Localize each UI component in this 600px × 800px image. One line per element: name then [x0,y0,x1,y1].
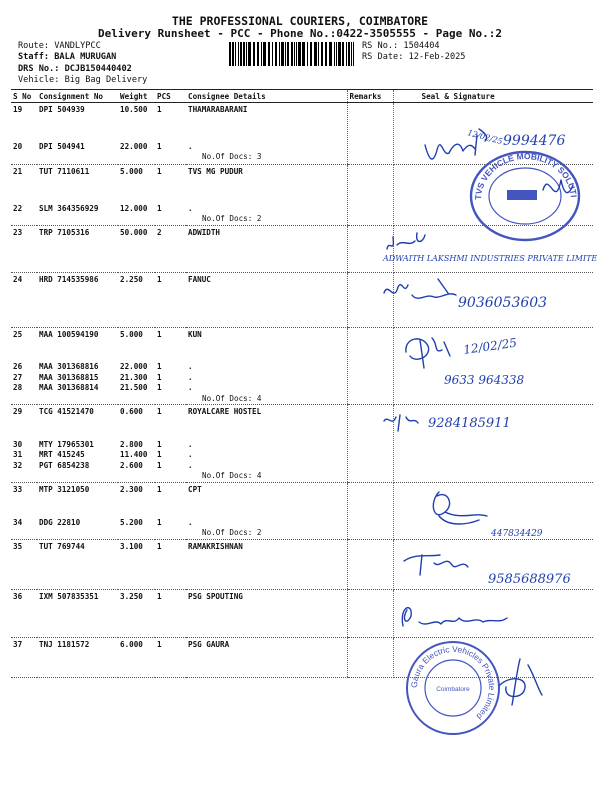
svg-text:Gaura Electric Vehicles Privat [409,644,497,722]
pieces: 1 [157,105,162,114]
weight: 22.000 [120,362,148,371]
pieces: 1 [157,167,162,176]
consignment-number-cell [37,165,118,226]
consignee-details: . [188,372,193,382]
consignee-details: . [188,439,193,449]
row-spacer [188,116,345,142]
row-spacer [188,178,345,204]
row-spacer [39,116,116,142]
pieces: 1 [157,203,162,213]
vehicle-label: Vehicle: Big Bag Delivery [18,75,148,85]
weight-cell [118,165,155,226]
row-spacer [120,496,153,518]
barcode-bar [272,42,273,66]
consignee-details: ROYALCARE HOSTEL [188,407,262,416]
weight: 2.250 [120,274,143,284]
pieces: 1 [157,362,162,371]
consignment-number: MAA 301368814 [39,383,99,392]
pieces-cell [155,539,186,589]
consignment-number-cell [37,483,118,540]
consignment-number: MAA 301368815 [39,372,99,382]
pieces: 1 [157,372,162,382]
rs-number: RS No.: 1504404 [362,41,440,51]
weight-cell [118,483,155,540]
serial-number: 33 [13,485,23,494]
docs-count: No.Of Docs: 2 [202,528,262,537]
serial-number: 30 [13,439,23,449]
consignment-number-cell [37,103,118,165]
serial-number: 24 [13,274,23,284]
date-handwriting-1: 12/02/25 [466,128,504,147]
serial-number-cell [11,272,37,327]
fanuc-phone-handwriting: 9036053603 [458,295,548,311]
weight: 2.800 [120,439,143,449]
barcode-bar [307,42,308,66]
pieces: 2 [157,227,162,237]
col-consignee: Consignee Details [186,90,347,103]
barcode-bar [229,42,231,66]
barcode-bar [248,42,251,66]
weight-cell [118,103,155,165]
barcode-bar [291,42,293,66]
weight: 22.000 [120,141,148,151]
barcode-bar [351,42,352,66]
col-pcs: PCS [155,90,186,103]
signature-adwidth [375,225,598,265]
col-consignment: Consignment No [37,90,118,103]
serial-number: 32 [13,460,23,470]
consignment-number-cell [37,272,118,327]
consignment-number: TRP 7105316 [39,227,90,237]
staff-label: Staff: BALA MURUGAN [18,52,117,62]
barcode-bar [321,42,323,66]
barcode-bar [281,42,284,66]
route-label: Route: VANDLYPCC [18,41,101,51]
docs-count: No.Of Docs: 3 [202,152,262,161]
consignment-number: DDG 22810 [39,517,81,527]
consignee-details: KUN [188,329,202,339]
weight: 6.000 [120,639,143,649]
weight-cell [118,405,155,483]
barcode-bar [334,42,335,66]
gaura-stamp [403,636,503,736]
serial-number-cell [11,165,37,226]
kun-date-handwriting: 12/02/25 [462,335,518,357]
pieces-cell [155,103,186,165]
consignment-number-cell [37,637,118,677]
weight: 10.500 [120,105,148,114]
serial-number-cell [11,103,37,165]
barcode-bar [338,42,341,66]
consignee-details-cell [186,483,347,540]
pieces: 1 [157,407,162,416]
serial-number: 23 [13,227,23,237]
consignee-details: ADWIDTH [188,227,221,237]
serial-number-cell [11,405,37,483]
remarks-cell [347,637,393,677]
weight-cell [118,539,155,589]
barcode-bar [253,42,255,66]
weight: 11.400 [120,450,148,459]
consignee-details-cell [186,539,347,589]
table-header-row [11,90,593,103]
weight-cell [118,589,155,637]
consignee-details: . [188,141,193,151]
serial-number-cell [11,637,37,677]
serial-number-cell [11,539,37,589]
consignment-number: MAA 100594190 [39,329,99,339]
remarks-cell [347,483,393,540]
barcode [229,42,357,66]
consignee-details: FANUC [188,274,211,284]
weight: 2.600 [120,460,143,470]
pieces-cell [155,405,186,483]
weight: 12.000 [120,203,148,213]
serial-number-cell [11,225,37,272]
consignment-number-cell [37,589,118,637]
weight: 3.100 [120,541,143,551]
cpt-phone-handwriting: 447834429 [491,529,543,539]
serial-number: 21 [13,167,23,176]
consignee-details: THAMARABARANI [188,105,248,114]
barcode-bar [318,42,319,66]
signature-kun [398,320,588,395]
barcode-bar [287,42,289,66]
serial-number: 25 [13,329,23,339]
col-remarks: Remarks [347,90,393,103]
row-spacer [188,340,345,362]
serial-number: 29 [13,407,23,416]
barcode-bar [310,42,312,66]
signature-fanuc [378,273,583,318]
row-spacer [120,340,153,362]
barcode-bar [298,42,301,66]
adwidth-company-handwriting: ADWAITH LAKSHMI INDUSTRIES PRIVATE LIMITE [383,254,598,263]
row-spacer [120,418,153,440]
pieces-cell [155,589,186,637]
consignment-number-cell [37,327,118,405]
row-spacer [157,340,184,362]
consignee-details-cell [186,327,347,405]
consignment-number: MAA 301368816 [39,362,99,371]
barcode-bar [285,42,286,66]
barcode-bar [329,42,332,66]
weight: 21.300 [120,372,148,382]
barcode-bar [243,42,245,66]
consignment-number: SLM 364356929 [39,203,99,213]
weight: 0.600 [120,407,143,416]
runsheet-subtitle: Delivery Runsheet - PCC - Phone No.:0422-3505555 - Page No.:2 [98,27,502,40]
svg-text:TVS VEHICLE MOBILITY SOLUTIONS [460,132,579,200]
barcode-bar [348,42,350,66]
signature-ramakrishnan [400,545,600,590]
consignment-number: TUT 7110611 [39,167,90,176]
consignment-number-cell [37,225,118,272]
signature-royalcare [378,405,588,440]
barcode-bar [257,42,259,66]
royalcare-phone-handwriting: 9284185911 [428,416,511,431]
row-spacer [39,340,116,362]
row-spacer [13,116,35,142]
serial-number: 35 [13,541,23,551]
consignment-number-cell [37,539,118,589]
weight-cell [118,637,155,677]
row-spacer [120,178,153,204]
signature-psg-spouting [395,596,545,636]
serial-number: 31 [13,450,23,459]
docs-count: No.Of Docs: 4 [202,393,262,403]
serial-number: 22 [13,203,23,213]
gaura-stamp-text: Gaura Electric Vehicles Private Limited [408,643,498,722]
row-spacer [157,496,184,518]
barcode-bar [240,42,242,66]
barcode-bar [268,42,270,66]
consignee-details-cell [186,165,347,226]
weight: 5.000 [120,167,143,176]
tvs-stamp-text: TVS VEHICLE MOBILITY SOLUTIONS PVT LTD. [459,132,579,201]
consignee-details: CPT [188,485,202,494]
row-spacer [13,178,35,204]
consignee-details: . [188,383,193,392]
consignee-details: PSG GAURA [188,639,230,649]
consignment-number: TCG 41521470 [39,407,94,416]
docs-count: No.Of Docs: 2 [202,214,262,223]
weight: 50.000 [120,227,148,237]
pieces-cell [155,165,186,226]
consignee-details: PSG SPOUTING [188,591,243,601]
consignee-details-cell [186,589,347,637]
consignment-number: TUT 769744 [39,541,85,551]
serial-number: 37 [13,639,23,649]
barcode-bar [246,42,247,66]
col-weight: Weight [118,90,155,103]
row-spacer [157,116,184,142]
consignee-details: . [188,362,193,371]
consignment-number: MRT 415245 [39,450,85,459]
pieces: 1 [157,485,162,494]
weight-cell [118,327,155,405]
signature-psg-gaura [490,655,550,710]
row-spacer [188,418,345,440]
remarks-cell [347,103,393,165]
consignment-number-cell [37,405,118,483]
drs-number: DRS No.: DCJB150440402 [18,64,132,74]
pieces-cell [155,637,186,677]
barcode-bar [279,42,280,66]
pieces: 1 [157,329,162,339]
consignment-number: DPI 504939 [39,105,85,114]
rs-date: RS Date: 12-Feb-2025 [362,52,466,62]
barcode-bar [346,42,347,66]
pieces: 1 [157,541,162,551]
barcode-bar [235,42,236,66]
row-spacer [157,178,184,204]
serial-number: 36 [13,591,23,601]
weight-cell [118,225,155,272]
rama-phone-handwriting: 9585688976 [488,572,571,587]
docs-count: No.Of Docs: 4 [202,471,262,480]
serial-number: 28 [13,383,23,392]
serial-number-cell [11,589,37,637]
remarks-cell [347,327,393,405]
row-spacer [13,496,35,518]
row-spacer [39,178,116,204]
consignee-details: RAMAKRISHNAN [188,541,243,551]
weight: 2.300 [120,485,143,494]
pieces-cell [155,225,186,272]
barcode-bar [302,42,305,66]
barcode-bar [353,42,354,66]
pieces-cell [155,272,186,327]
consignment-number: HRD 714535986 [39,274,99,284]
pieces: 1 [157,274,162,284]
serial-number: 26 [13,362,23,371]
pieces: 1 [157,439,162,449]
serial-number-cell [11,327,37,405]
barcode-bar [261,42,262,66]
phone-handwriting-1: 9994476 [503,133,566,149]
serial-number: 27 [13,372,23,382]
kun-phone-handwriting: 9633 964338 [444,373,525,387]
consignment-number: PGT 6854238 [39,460,90,470]
consignment-number: MTY 17965301 [39,439,94,449]
barcode-bar [232,42,234,66]
consignee-details-cell [186,272,347,327]
consignee-details-cell [186,225,347,272]
pieces: 1 [157,450,162,459]
remarks-cell [347,165,393,226]
pieces-cell [155,483,186,540]
weight: 5.000 [120,329,143,339]
remarks-cell [347,589,393,637]
gaura-stamp-city: Coimbatore [436,686,470,693]
pieces: 1 [157,141,162,151]
barcode-bar [336,42,337,66]
pieces: 1 [157,639,162,649]
consignment-number: TNJ 1181572 [39,639,90,649]
barcode-bar [314,42,317,66]
serial-number: 19 [13,105,23,114]
row-spacer [39,418,116,440]
row-spacer [13,340,35,362]
consignee-details-cell [186,405,347,483]
col-seal: Seal & Signature [393,90,593,103]
row-spacer [188,496,345,518]
weight: 5.200 [120,517,143,527]
weight: 21.500 [120,383,148,392]
consignee-details: . [188,203,193,213]
serial-number-cell [11,483,37,540]
consignee-details-cell [186,637,347,677]
pieces: 1 [157,460,162,470]
barcode-bar [275,42,277,66]
serial-number: 34 [13,517,23,527]
barcode-bar [296,42,297,66]
pieces: 1 [157,591,162,601]
barcode-bar [294,42,295,66]
col-sno: S No [11,90,37,103]
consignee-details-cell [186,103,347,165]
weight: 3.250 [120,591,143,601]
consignment-number: MTP 3121050 [39,485,90,494]
pieces-cell [155,327,186,405]
remarks-cell [347,539,393,589]
row-spacer [120,116,153,142]
barcode-bar [263,42,266,66]
serial-number: 20 [13,141,23,151]
weight-cell [118,272,155,327]
consignment-number: IXM 507835351 [39,591,99,601]
barcode-bar [342,42,344,66]
signature-cpt [425,482,590,542]
row-spacer [157,418,184,440]
barcode-bar [238,42,239,66]
row-spacer [13,418,35,440]
company-title: THE PROFESSIONAL COURIERS, COIMBATORE [171,14,429,28]
pieces: 1 [157,383,162,392]
consignee-details: . [188,517,193,527]
pieces: 1 [157,517,162,527]
barcode-bar [325,42,327,66]
consignee-details: . [188,450,193,459]
row-spacer [39,496,116,518]
consignee-details: TVS MG PUDUR [188,167,243,176]
consignee-details: . [188,460,193,470]
consignment-number: DPI 504941 [39,141,85,151]
